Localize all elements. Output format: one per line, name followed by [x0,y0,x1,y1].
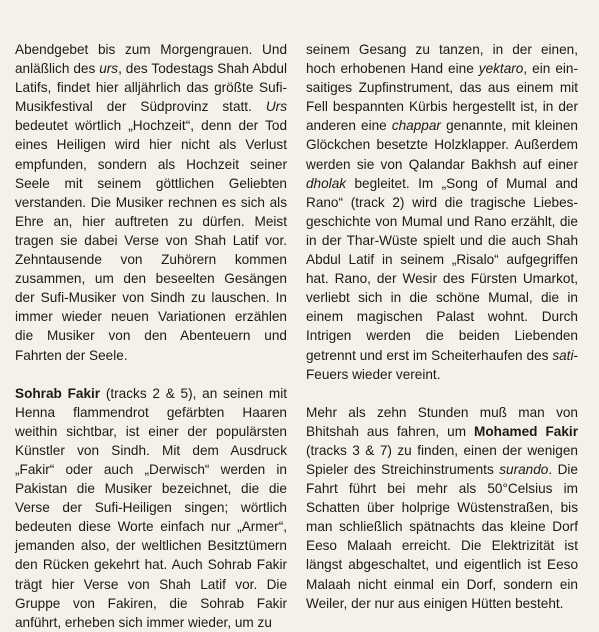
text-span: seinem Gesang zu tanzen, in der einen, hoch erhobenen Hand eine [306,42,578,77]
paragraph-mumal-and-rano [306,40,578,384]
text-span: genannte, mit kleinen Glöckchen besetzte Holzklapper. Außerdem werden sie von Qalandar Bakhsh auf einer [306,118,578,172]
paragraph-gap [306,384,578,403]
text-span: (tracks 2 & 5), an seinen mit Henna flammendrot gefärbten Haaren weithin sichtbar, ist einer der populärsten Künstler von Sindh. Mit dem Ausdruck „Fakir“ oder auch „Derwisch“ werden in Pakistan die Musiker bezeichnet, die die Verse der Sufi-Heiligen singen; wörtlich bedeuten diese Worte einfach nur „Armer“, jemanden also, der weltlichen Besitztümern den Rücken gekehrt hat. Auch Sohrab Fakir trägt hier Verse von Shah Latif vor. Die Gruppe von Fakiren, die Sohrab Fakir anführt, erheben sich immer wieder, um zu [15,385,287,630]
left-column [15,40,287,632]
text-span: , ein einsaitiges Zupfinstrument, das aus einem mit Fell bespannten Kürbis hergestellt ist, in der anderen eine [306,61,578,134]
paragraph-sohrab-fakir [15,384,287,632]
artist-name-sohrab-fakir: Sohrab Fakir [15,385,101,401]
paragraph-mohamed-fakir [306,403,578,613]
text-span: (tracks 3 & 7) zu finden, einen der wenigen Spieler des Streichinstruments [306,442,578,477]
paragraph-gap [15,365,287,384]
text-span: bedeutet wörtlich „Hochzeit“, denn der Tod eines Heiligen wird hier nicht als Verlust empfunden, sondern als Hochzeit seiner Seele mit seinem göttlichen Geliebten verstanden. Die Musiker rechnen es sich als Ehre an, hier auftreten zu dürfen. Meist tragen sie dabei Verse von Shah Latif vor. Zehntausende von Zuhörern kommen zusammen, um den beseelten Gesängen der Sufi-Musiker von Sindh zu lauschen. In immer wieder neuen Variationen erzählen die Musiker von den Abenteuern und Fahrten der Seele. [15,118,287,363]
term-urs: urs [99,61,119,77]
text-span: begleitet. Im „Song of Mumal and Rano“ (track 2) wird die tragische Liebesgeschichte von Mumal und Rano erzählt, die in der Thar-Wüste spielt und die auch Shah Abdul Latif in seinem „Risalo“ aufgegriffen hat. Rano, der Wesir des Fürsten Umarkot, verliebt sich in die schöne Mumal, die in einem magischen Palast wohnt. Durch Intrigen werden die beiden Liebenden getrennt und erst im Scheiterhaufen des [306,175,578,363]
term-chappar: chappar [391,118,441,134]
term-sati: sati [552,347,574,363]
text-span: . Die Fahrt führt bei mehr als 50°Celsius im Schatten über holprige Wüstenstraßen, bis man schließlich spätnachts das kleine Dorf Eeso Malaah erreicht. Die Elektrizität ist längst abgeschaltet, und eigentlich ist Eeso Malaah nicht einmal ein Dorf, sondern ein Weiler, der nur aus einigen Hütten besteht. [306,461,578,611]
text-span: , des Todestags Shah Abdul Latifs, findet hier alljährlich das größte Sufi-Musikfestival der Südprovinz statt. [15,61,287,115]
right-column [306,40,578,613]
term-urs: Urs [265,99,287,115]
text-span: Abendgebet bis zum Morgengrauen. Und anläßlich des [15,42,287,77]
paragraph-urs-festival [15,40,287,365]
artist-name-mohamed-fakir: Mohamed Fakir [474,423,578,439]
text-span: Mehr als zehn Stunden muß man von Bhitshah aus fahren, um [306,404,578,439]
term-yektaro: yektaro [478,61,524,77]
term-dholak: dholak [306,175,347,191]
term-surando: surando [499,461,549,477]
text-span: -Feuers wieder vereint. [306,347,578,382]
